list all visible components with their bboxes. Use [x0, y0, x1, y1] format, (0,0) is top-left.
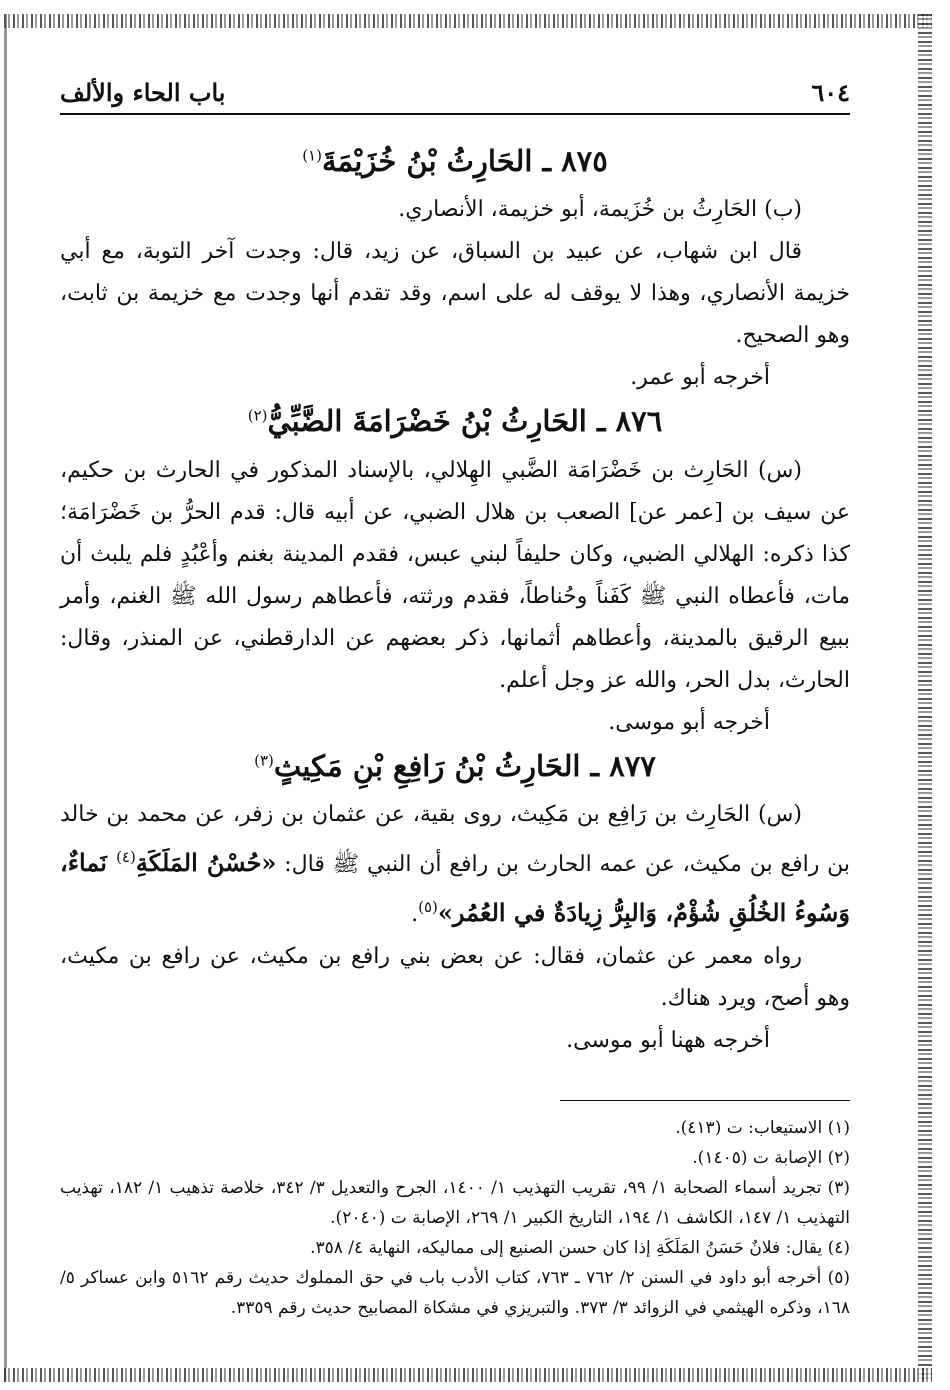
footnote: (٥) أخرجه أبو داود في السنن ٢/ ٧٦٢ ـ ٧٦٣، كتاب الأدب باب في حق المملوك حديث رقم ٥١٦٢ وابن عساكر ٥/ ١٦٨، وذكره الهيثمي في الزوائد ٣/ ٣٧٣. والتبريزي في مشكاة المصابيح حديث رقم ٣٣٥٩.	[60, 1267, 850, 1318]
entry-876	[60, 403, 850, 743]
ornamental-border-left	[4, 14, 7, 1382]
footnote: (٣) تجريد أسماء الصحابة ١/ ٩٩، تقريب التهذيب ١/ ١٤٠٠، الجرح والتعديل ٣/ ٣٤٢، خلاصة تذهيب ١/ ١٨٢، تهذيب التهذيب ١/ ١٤٧، الكاشف ١/ ١٩٤، التاريخ الكبير ١/ ٢٦٩، الإصابة ت (٢٠٤٠).	[60, 1177, 850, 1228]
entry-paragraph: (س) الحَارِث بن خَضْرَامَة الضَّبي الهِلالي، بالإسناد المذكور في الحارث بن حكيم، عن سيف بن [عمر عن] الصعب بن هلال الضبي، عن أبيه قال: قدم الحرُّ بن خَضْرَامَة؛ كذا ذكره: الهلالي الضبي، وكان حليفاً لبني عبس، فقدم المدينة بغنم وأعْبُدٍ فلم يلبث أن مات، فأعطاه النبي ﷺ كَفَناً وحُناطاً، فقدم ورثته، فأعطاهم رسول الله ﷺ الغنم، وأمر ببيع الرقيق بالمدينة، وأعطاهم أثمانها، ذكر بعضهم عن الدارقطني، عن المنذر، وقال: الحارث، بدل الحر، والله عز وجل أعلم.	[60, 457, 850, 693]
footnote-ref: (٣)	[254, 750, 274, 769]
book-page	[60, 78, 850, 1323]
footnotes	[60, 1113, 850, 1323]
entry-paragraph: قال ابن شهاب، عن عبيد بن السباق، عن زيد، قال: وجدت آخر التوبة، مع أبي خزيمة الأنصاري، وهذا لا يوقف له على اسم، وقد تقدم أنها وجدت مع خزيمة بن ثابت، وهو الصحيح.	[60, 239, 850, 349]
entry-paragraph: (س) الحَارِث بن رَافِع بن مَكِيث، روى بقية، عن عثمان بن زفر، عن محمد بن خالد بن رافع بن مكيث، عن عمه الحارث بن رافع أن النبي ﷺ قال: «حُسْنُ المَلَكَةِ$^{(٤)}$ نَماءٌ، وَسُوءُ الخُلُقِ شُؤْمٌ، وَالبِرُّ زِيادَةٌ في العُمُر»$^{(٥)}$.	[60, 801, 850, 927]
footnote: (٤) يقال: فلانٌ حَسَنُ المَلَكَةِ إذا كان حسن الصنيع إلى مماليكه، النهاية ٤/ ٣٥٨.	[310, 1237, 850, 1258]
ornamental-border-bottom	[4, 1368, 932, 1382]
entry-title-text: ٨٧٧ ـ الحَارِثُ بْنُ رَافِعِ بْنِ مَكِيثٍ	[273, 748, 656, 783]
entry-source: أخرجه أبو عمر.	[630, 365, 770, 391]
entry-source: أخرجه أبو موسى.	[608, 709, 770, 735]
entry-title	[60, 403, 850, 439]
entry-source: أخرجه ههنا أبو موسى.	[566, 1027, 770, 1053]
entry-title	[60, 748, 850, 784]
section-title: باب الحاء والألف	[60, 78, 226, 107]
hadith-quote-part: «حُسْنُ المَلَكَةِ	[135, 847, 277, 877]
entry-title	[60, 143, 850, 179]
entry-title-text: ٨٧٦ ـ الحَارِثُ بْنُ خَضْرَامَةَ الضَّبِّيُّ	[267, 404, 663, 439]
entry-877	[60, 748, 850, 1062]
page-number: ٦٠٤	[811, 78, 850, 107]
ornamental-border-right	[918, 14, 932, 1382]
footnote: (٢) الإصابة ت (١٤٠٥).	[692, 1147, 850, 1168]
footnote-ref: (٢)	[247, 406, 268, 425]
entry-875	[60, 143, 850, 399]
footnote-separator	[560, 1100, 850, 1101]
entry-paragraph: رواه معمر عن عثمان، فقال: عن بعض بني رافع بن مكيث، عن رافع بن مكيث، وهو أصح، ويرد هناك.	[60, 943, 850, 1011]
running-head	[60, 78, 850, 115]
hadith-quote-part: نَماءٌ، وَسُوءُ الخُلُقِ شُؤْمٌ، وَالبِرُّ زِيادَةٌ في العُمُر»	[60, 847, 850, 927]
footnote-ref: (٥)	[418, 897, 438, 916]
footnote-ref: (٤)	[116, 847, 136, 866]
entry-title-text: ٨٧٥ ـ الحَارِثُ بْنُ خُزَيْمَةَ	[321, 144, 608, 178]
footnote-ref: (١)	[302, 146, 322, 165]
paragraph-text: (س) الحَارِث بن رَافِع بن مَكِيث، روى بقية، عن عثمان بن زفر، عن محمد بن خالد بن رافع بن مكيث، عن عمه الحارث بن رافع أن النبي ﷺ قال:	[60, 801, 850, 877]
entry-paragraph: (ب) الحَارِثُ بن خُزَيمة، أبو خزيمة، الأنصاري.	[398, 197, 802, 223]
footnote: (١) الاستيعاب: ت (٤١٣).	[675, 1117, 850, 1138]
ornamental-border-top	[4, 14, 932, 28]
